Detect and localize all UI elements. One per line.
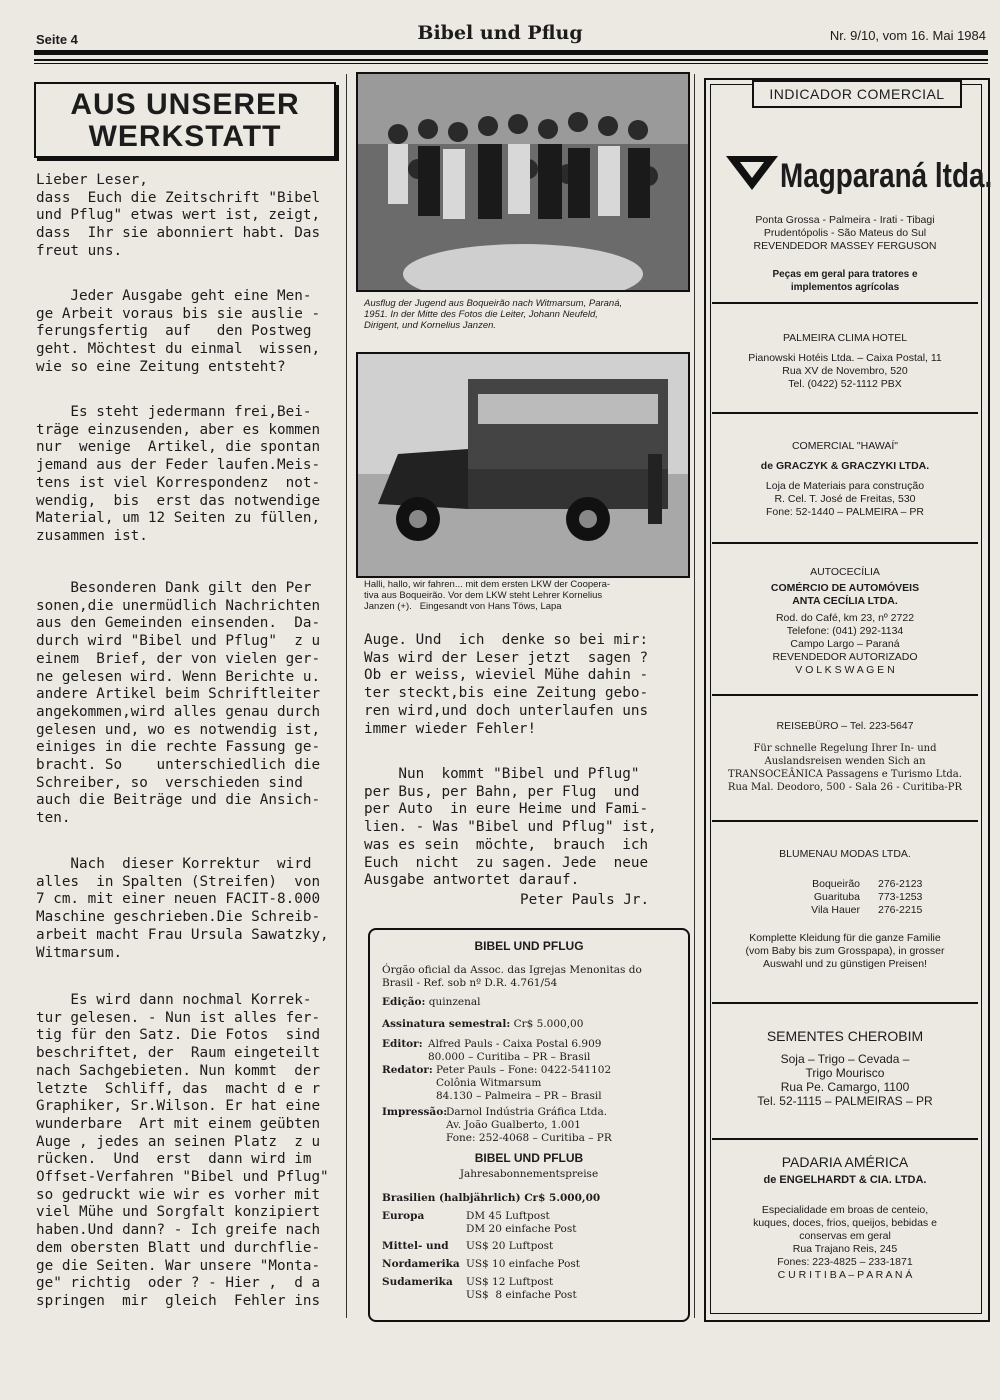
impressum-title: BIBEL UND PFLUG — [474, 939, 584, 953]
ad-divider — [712, 412, 978, 414]
impressum-row — [382, 1064, 433, 1077]
impressum-key: Impressão: — [382, 1106, 448, 1118]
ad-divider — [712, 1138, 978, 1140]
impressum-value: quinzenal — [428, 996, 481, 1008]
article-column-2 — [364, 632, 694, 889]
price-region: Nordamerika — [382, 1258, 460, 1270]
header-rule — [34, 59, 988, 61]
price-region: Europa — [382, 1210, 425, 1222]
ad-divider — [712, 820, 978, 822]
ad-subtitle: de ENGELHARDT & CIA. LTDA. — [763, 1174, 927, 1186]
ad-body: Ponta Grossa - Palmeira - Irati - Tibagi Prudentópolis - São Mateus do Sul REVENDEDOR MASSEY FERGUSON — [753, 214, 937, 252]
price-row: Brasilien (halbjährlich) Cr$ 5.000,00 — [382, 1192, 601, 1204]
ad-body: Peças em geral para tratores e implementos agrícolas — [772, 269, 918, 293]
ad-title: PADARIA AMÉRICA — [781, 1154, 909, 1170]
price-value: US$ 10 einfache Post — [466, 1258, 581, 1270]
subscription-title: BIBEL UND PFLUB — [474, 1151, 584, 1165]
magparana-name: Magparaná ltda. — [780, 157, 993, 195]
ad-divider — [712, 1002, 978, 1004]
subscription-subtitle: Jahresabonnementspreise — [459, 1168, 599, 1180]
impressum-value: Darnol Indústria Gráfica Ltda. Av. João Gualberto, 1.001 Fone: 252-4068 – Curitiba – PR — [446, 1106, 612, 1144]
ad-body: Komplette Kleidung für die ganze Familie (vom Baby bis zum Grosspapa), in grosser Auswahl und zu günstigen Preisen! — [745, 932, 945, 970]
price-value: US$ 12 Luftpost US$ 8 einfache Post — [466, 1276, 577, 1301]
ad-divider — [712, 542, 978, 544]
paragraph: Auge. Und ich denke so bei mir: Was wird der Leser jetzt sagen ? Ob er weiss, wieviel Mühe dahin - ter steckt,bis eine Zeitung gebo- ren wird,und doch unterlaufen uns immer wieder Fehler! — [364, 632, 649, 737]
paragraph: Nach dieser Korrektur wird alles in Spalten (Streifen) von 7 cm. mit einer neuen FACIT-8.000 Maschine geschrieben.Die Schreib- arbeit macht Frau Ursula Sawatzky, Witmarsum. — [36, 856, 329, 961]
ad-title: BLUMENAU MODAS LTDA. — [779, 848, 911, 860]
column-divider — [694, 74, 695, 1318]
massey-ferguson-logo — [722, 150, 782, 194]
article-title-line2: WERKSTATT — [88, 120, 282, 153]
price-region: Sudamerika — [382, 1276, 453, 1288]
photo-caption: Halli, hallo, wir fahren... mit dem ersten LKW der Coopera- tiva aus Boqueirão. Vor dem LKW steht Lehrer Kornelius Janzen (+). Eingesandt von Hans Töws, Lapa — [364, 579, 611, 612]
ad-title: AUTOCECÍLIA — [810, 566, 880, 578]
column-divider — [346, 74, 347, 1318]
article-column-1 — [36, 172, 336, 1309]
issue-date: Nr. 9/10, vom 16. Mai 1984 — [829, 28, 986, 43]
impressum-key: Assinatura semestral: — [382, 1018, 511, 1030]
ad-body: Für schnelle Regelung Ihrer In- und Auslandsreisen wenden Sich an TRANSOCEÂNICA Passagens e Turismo Ltda. Rua Mal. Deodoro, 500 - Sala 26 - Curitiba-PR — [727, 743, 963, 793]
page-number: Seite 4 — [36, 32, 78, 47]
paragraph: Lieber Leser, dass Euch die Zeitschrift "Bibel und Pflug" etwas wert ist, zeigt, dass Ihr sie abonniert habt. Das freut uns. — [36, 172, 321, 259]
impressum-box — [368, 928, 690, 1322]
truck-photo — [356, 352, 690, 578]
article-title-line1: AUS UNSERER — [70, 88, 300, 121]
ad-phones: 276-2123 773-1253 276-2215 — [878, 878, 923, 916]
paragraph: Besonderen Dank gilt den Per sonen,die unermüdlich Nachrichten aus den Gemeinden einsenden. Da- durch wird "Bibel und Pflug" z u einem Brief, der von vielen ger- ne gelesen wird. Wenn Berichte u. andere Artikel beim Schriftleiter angekommen,wird alles genau durch gelesen und, wo es notwendig ist, einiges in die rechte Fassung ge- bracht. So unterschiedlich die Schreiber, so verschieden sind auch die Beiträge und die Ansich- ten. — [36, 580, 321, 827]
ad-title: COMERCIAL "HAWAÍ" — [791, 440, 899, 452]
ad-title: SEMENTES CHEROBIM — [766, 1028, 924, 1044]
article-title-box — [34, 82, 336, 158]
price-value: US$ 20 Luftpost — [466, 1240, 554, 1252]
ad-body: Soja – Trigo – Cevada – Trigo Mourisco Rua Pe. Camargo, 1100 Tel. 52-1115 – PALMEIRAS – PR — [757, 1052, 933, 1108]
group-photo — [356, 72, 690, 292]
impressum-value: Cr$ 5.000,00 — [513, 1018, 584, 1030]
ad-body: Loja de Materiais para construção R. Cel. T. José de Freitas, 530 Fone: 52-1440 – PALMEIRA – PR — [765, 480, 925, 518]
ad-subtitle: COMÉRCIO DE AUTOMÓVEIS ANTA CECÍLIA LTDA. — [770, 582, 920, 607]
author-signature: Peter Pauls Jr. — [520, 892, 650, 908]
indicador-comercial-label: INDICADOR COMERCIAL — [752, 80, 962, 108]
photo-caption: Ausflug der Jugend aus Boqueirão nach Witmarsum, Paraná, 1951. In der Mitte des Fotos die Leiter, Johann Neufeld, Dirigent, und Kornelius Janzen. — [364, 298, 623, 331]
impressum-value: Alfred Pauls - Caixa Postal 6.909 80.000 – Curitiba – PR – Brasil — [428, 1038, 602, 1063]
impressum-key: Edição: — [382, 996, 426, 1008]
ad-subtitle: de GRACZYK & GRACZYKI LTDA. — [760, 460, 930, 472]
masthead-title: Bibel und Pflug — [417, 22, 583, 44]
impressum-key: Redator: — [382, 1064, 433, 1076]
ad-divider — [712, 302, 978, 304]
impressum-key: Editor: — [382, 1038, 423, 1050]
header-rule — [34, 50, 988, 55]
ad-body: Rod. do Café, km 23, nº 2722 Telefone: (041) 292-1134 Campo Largo – Paraná REVENDEDOR AUTORIZADO V O L K S W A G E N — [772, 612, 918, 676]
impressum-row — [382, 1038, 423, 1051]
paragraph: Es wird dann nochmal Korrek- tur gelesen. - Nun ist alles fer- tig für den Satz. Die Fotos sind beschriftet, der Raum eingeteilt nach Sachgebieten. Nun kommt der letzte Schliff, das macht d e r Graphiker, Sr.Wilson. Er hat eine wunderbare Art mit einem geübten Auge , jedes an seinen Platz z u rücken. Und erst dann wird im Offset-Verfahren "Bibel und Pflug" so gedruckt wie wir es vorher mit viel Mühe und Sorgfalt konzipiert haben.Und dann? - Ich greife nach dem obersten Blatt und durchflie- ge die Seiten. War unsere "Monta- ge" richtig oder ? - Hier , d a springen mir gleich Fehler ins — [36, 992, 329, 1309]
ad-places: Boqueirão Guarituba Vila Hauer — [811, 878, 860, 916]
paragraph: Nun kommt "Bibel und Pflug" per Bus, per Bahn, per Flug und per Auto in eure Heime und Fami- lien. - Was "Bibel und Pflug" ist, was es sein möchte, brauch ich Euch nicht zu sagen. Jede neue Ausgabe antwortet darauf. — [364, 766, 657, 889]
ad-body: Pianowski Hotéis Ltda. – Caixa Postal, 11 Rua XV de Novembro, 520 Tel. (0422) 52-1112 PBX — [748, 352, 942, 390]
magparana-name-box — [780, 150, 993, 206]
impressum-row — [382, 1018, 583, 1031]
ad-title: PALMEIRA CLIMA HOTEL — [782, 332, 908, 344]
impressum-row — [382, 996, 481, 1009]
paragraph: Es steht jedermann frei,Bei- träge einzusenden, aber es kommen nur wenige Artikel, die spontan jemand aus der Feder laufen.Meis- tens ist viel Korrespondenz not- wendig, bis erst das notwendige Material, um 12 Seiten zu füllen, zusammen ist. — [36, 404, 321, 544]
impressum-intro: Órgão oficial da Assoc. das Igrejas Menonitas do Brasil - Ref. sob nº D.R. 4.761/54 — [382, 964, 642, 989]
header-rule — [34, 63, 988, 64]
ad-divider — [712, 694, 978, 696]
price-value: DM 45 Luftpost DM 20 einfache Post — [466, 1210, 577, 1235]
impressum-value: Peter Pauls – Fone: 0422-541102 Colônia Witmarsum 84.130 – Palmeira – PR – Brasil — [436, 1064, 612, 1102]
ad-title: REISEBÜRO – Tel. 223-5647 — [776, 720, 914, 732]
price-region: Mittel- und — [382, 1240, 449, 1252]
impressum-row — [382, 1106, 447, 1119]
paragraph: Jeder Ausgabe geht eine Men- ge Arbeit voraus bis sie auslie - ferungsfertig auf den Postweg geht. Möchtest du einmal wissen, wie so eine Zeitung entsteht? — [36, 288, 321, 375]
ad-body: Especialidade em broas de centeio, kuques, doces, frios, queijos, bebidas e conservas em geral Rua Trajano Reis, 245 Fones: 223-4825 – 233-1871 C U R I T I B A – P A R A N Á — [753, 1204, 937, 1281]
